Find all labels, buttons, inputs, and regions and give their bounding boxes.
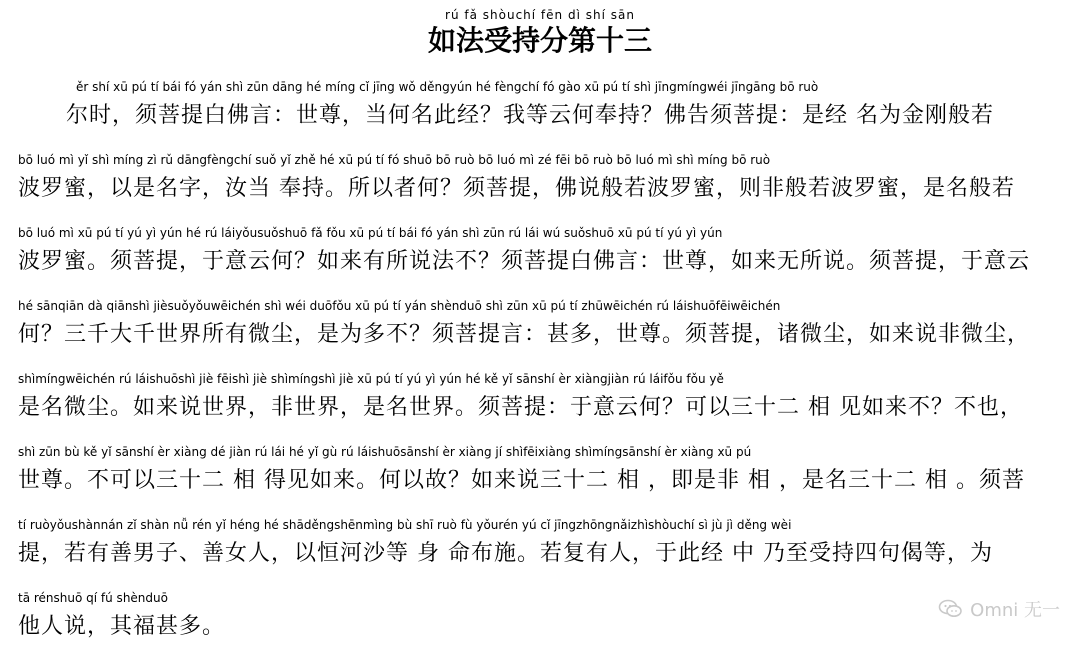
text-line [18,517,1062,590]
watermark-text: Omni 无一 [970,600,1060,621]
chinese-line: 尔时，须菩提白佛言：世尊，当何名此经？我等云何奉持？佛告须菩提：是经 名为金刚般若 [66,103,994,128]
page-title: 如法受持分第十三 [427,24,652,57]
pinyin-line: shì zūn bù kě yǐ sānshí èr xiàng dé jiàn rú lái hé yǐ gù rú láishuōsānshí èr xiàng jí shìfēixiàng shìmíngsānshí èr xiàng xū pú [18,445,752,459]
pinyin-line: shìmíngwēichén rú láishuōshì jiè fēishì jiè shìmíngshì jiè xū pú tí yú yì yún hé kě yǐ sānshí èr xiàngjiàn rú láifǒu fǒu yě [18,372,724,386]
chinese-line: 是名微尘。如来说世界，非世界，是名世界。须菩提：于意云何？可以三十二 相 见如来不？不也， [18,395,1023,420]
chinese-line: 世尊。不可以三十二 相 得见如来。何以故？如来说三十二 相 ，即是非 相 ，是名三十二 相 。须菩 [18,468,1025,493]
chinese-line: 提，若有善男子、善女人，以恒河沙等 身 命布施。若复有人，于此经 中 乃至受持四句偈等，为 [18,541,993,566]
text-line [18,152,1062,225]
watermark [938,596,1060,622]
pinyin-line: tā rénshuō qí fú shènduō [18,591,168,605]
text-body [18,79,1062,663]
title-block [0,8,1080,58]
text-line [18,298,1062,371]
text-line [18,225,1062,298]
text-line [18,371,1062,444]
pinyin-line: tí ruòyǒushànnán zǐ shàn nǚ rén yǐ héng hé shāděngshēnmìng bù shī ruò fù yǒurén yú cǐ jīngzhōngnǎizhìshòuchí sì jù jì děng wèi [18,518,792,532]
wechat-icon [938,599,964,619]
text-line [18,590,1062,663]
chinese-line: 波罗蜜。须菩提，于意云何？如来有所说法不？须菩提白佛言：世尊，如来无所说。须菩提，于意云 [18,249,1031,274]
chinese-line: 何？三千大千世界所有微尘，是为多不？须菩提言：甚多，世尊。须菩提，诸微尘，如来说非微尘， [18,322,1031,347]
pinyin-line: bō luó mì yǐ shì míng zì rǔ dāngfèngchí suǒ yǐ zhě hé xū pú tí fó shuō bō ruò bō luó mì zé fēi bō ruò bō luó mì shì míng bō ruò [18,153,771,167]
chinese-line: 波罗蜜，以是名字，汝当 奉持。所以者何？须菩提，佛说般若波罗蜜，则非般若波罗蜜，是名般若 [18,176,1015,201]
pinyin-line: hé sānqiān dà qiānshì jièsuǒyǒuwēichén shì wéi duōfǒu xū pú tí yán shènduō shì zūn xū pú tí zhūwēichén rú láishuōfēiwēichén [18,299,781,313]
title-pinyin: rú fǎ shòuchí fēn dì shí sān [445,8,635,22]
pinyin-line: bō luó mì xū pú tí yú yì yún hé rú láiyǒusuǒshuō fǎ fǒu xū pú tí bái fó yán shì zūn rú lái wú suǒshuō xū pú tí yú yì yún [18,226,723,240]
text-line [18,444,1062,517]
pinyin-line: ěr shí xū pú tí bái fó yán shì zūn dāng hé míng cǐ jīng wǒ děngyún hé fèngchí fó gào xū pú tí shì jīngmíngwéi jīngāng bō ruò [76,80,819,94]
text-line [18,79,1062,152]
chinese-line: 他人说，其福甚多。 [18,614,226,639]
